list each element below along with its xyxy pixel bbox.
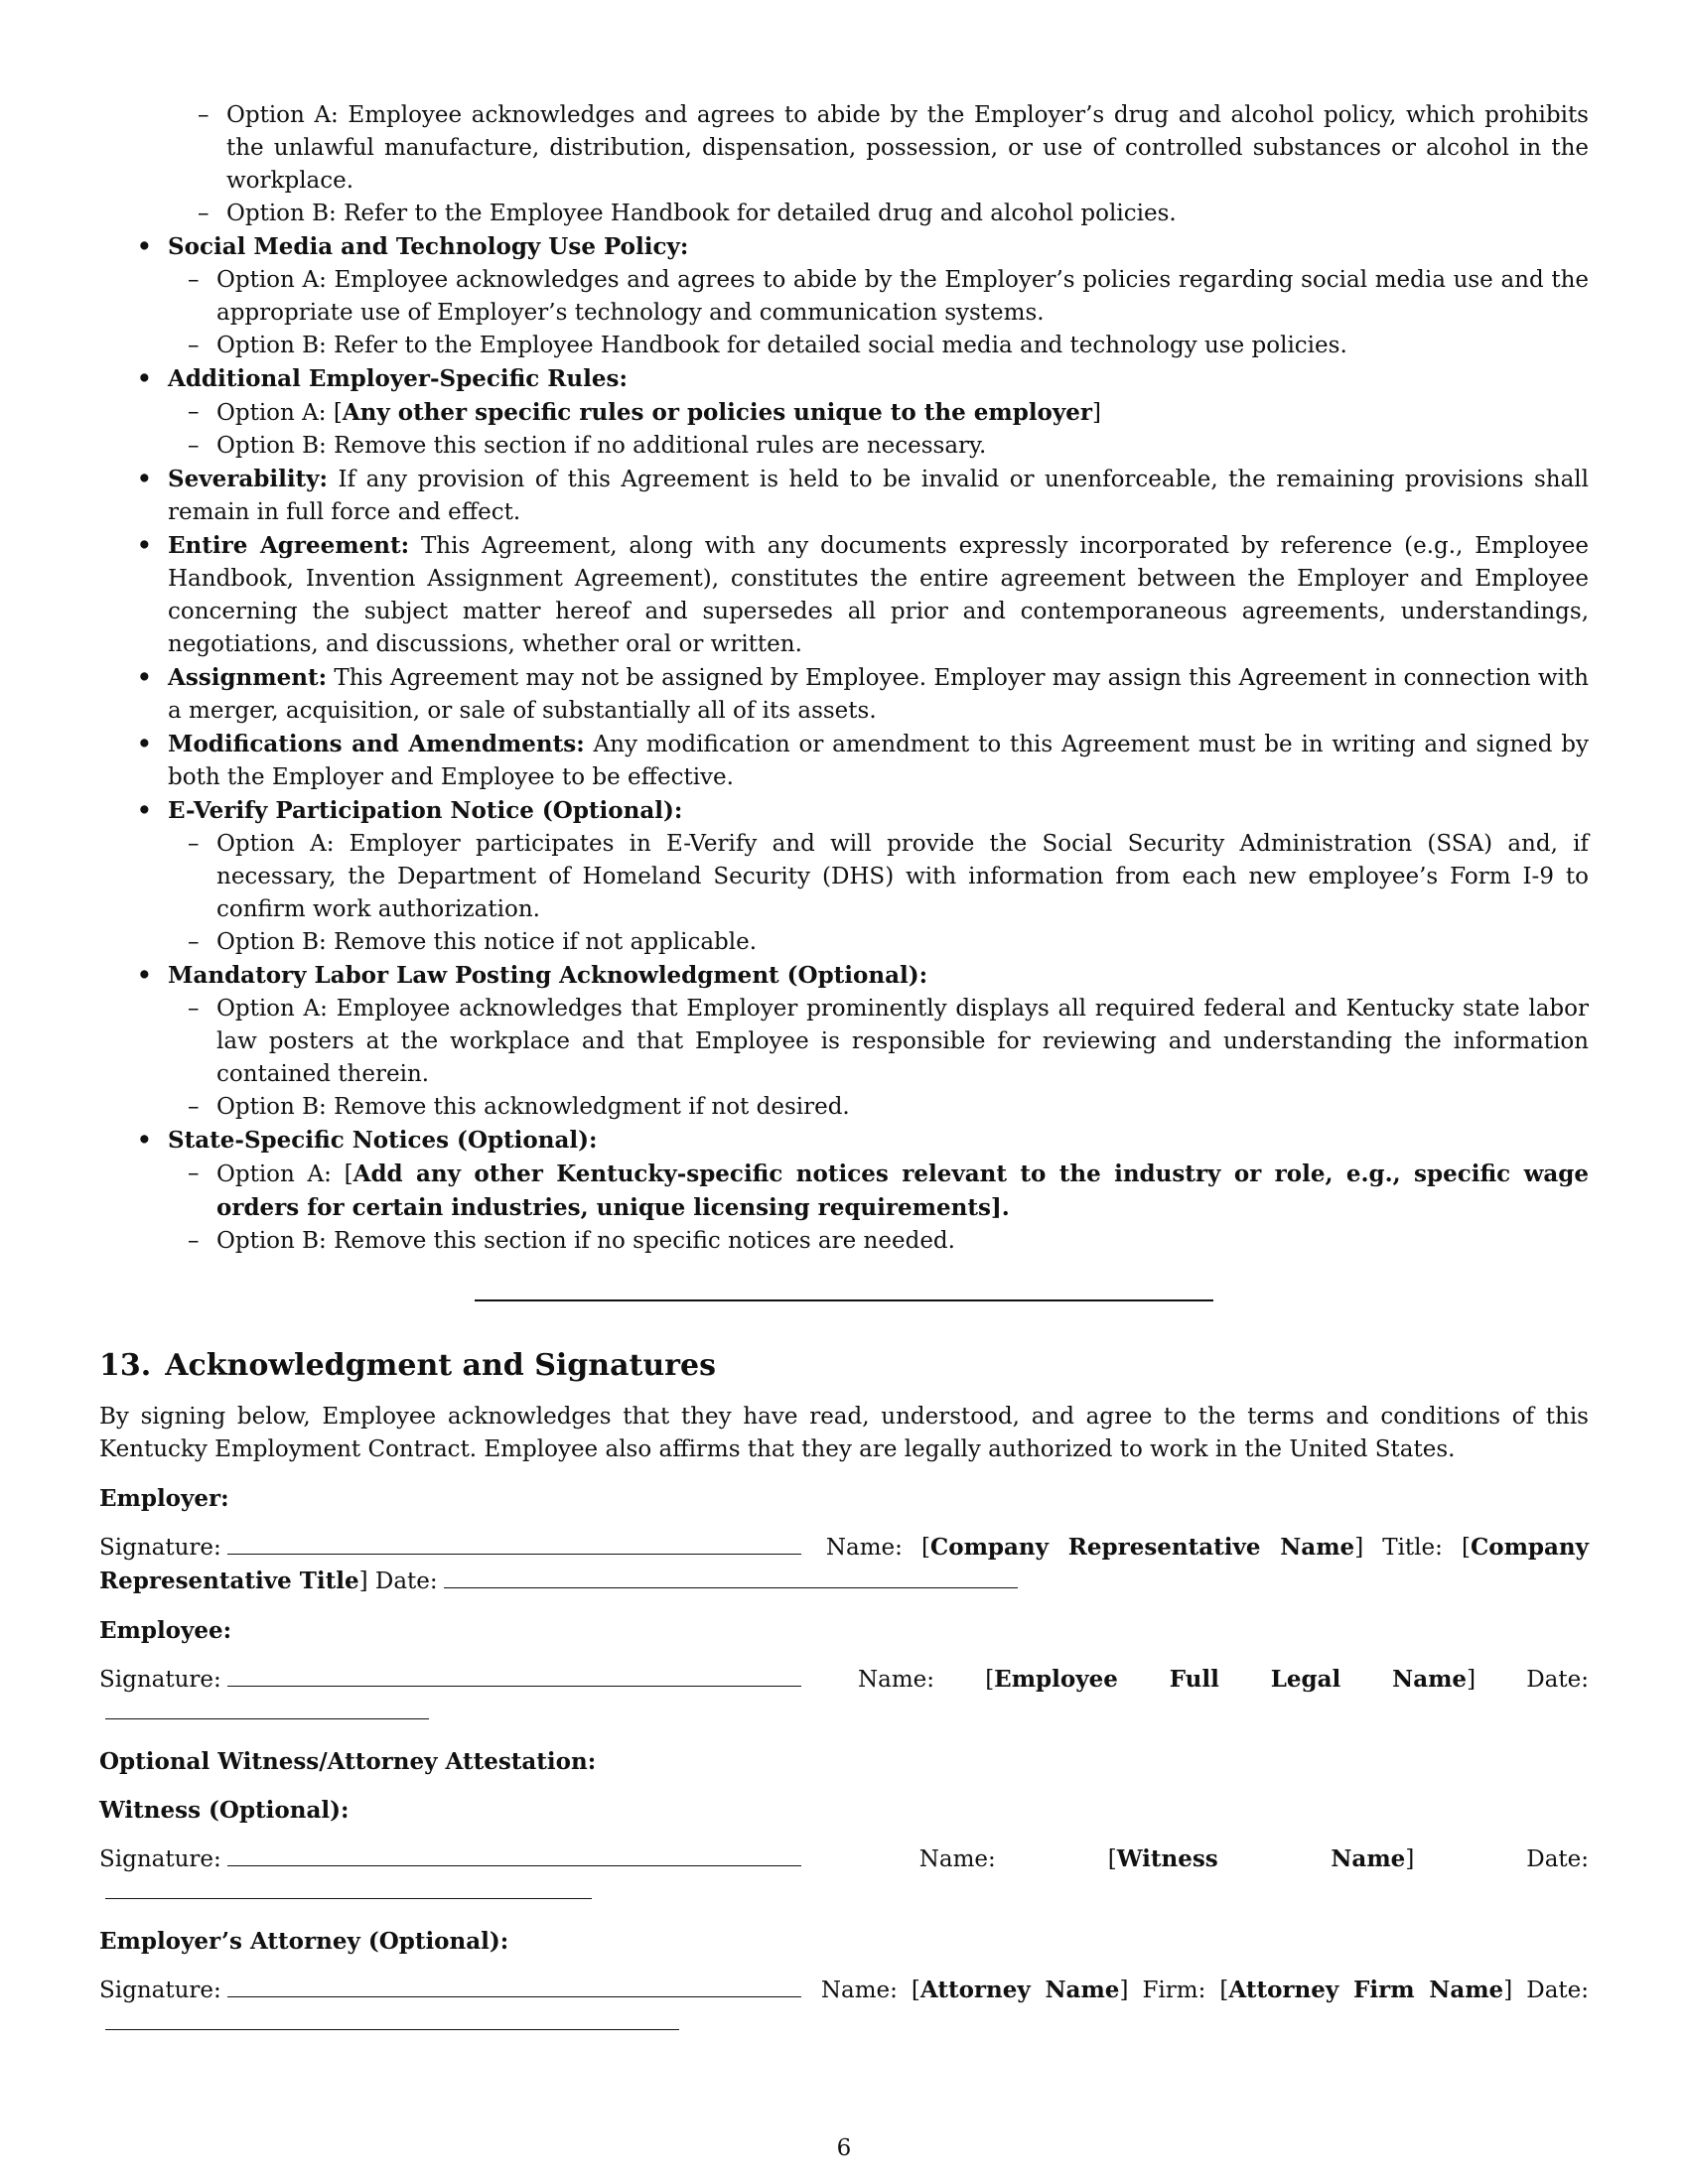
page-number: 6 [836, 2135, 852, 2161]
bullet-icon: • [137, 1127, 152, 1154]
date-field[interactable] [105, 2007, 679, 2030]
firm-placeholder: Attorney Firm Name [1228, 1977, 1504, 2003]
option-text: Option A: Employee acknowledges that Employer prominently displays all required federal and Kentucky state labor law posters at the workplace and that Employee is responsible for reviewing and understanding the information contained therein. [216, 996, 1589, 1087]
item-title: Entire Agreement: [168, 532, 410, 559]
name-label: Name: [ [820, 1978, 920, 2003]
option-b [158, 430, 1589, 463]
placeholder-text: Add any other Kentucky-specific notices relevant to the industry or role, e.g., specific wage orders for certain industries, unique licensing requirements [216, 1160, 1590, 1221]
social-media-options [158, 264, 1589, 362]
document-page [99, 99, 1589, 2040]
option-a [158, 1158, 1589, 1225]
section-divider [475, 1299, 1213, 1301]
dash: – [188, 1094, 200, 1120]
dash: – [188, 929, 200, 955]
option-b [158, 926, 1589, 959]
list-item-state-notices [99, 1124, 1589, 1258]
dash: – [188, 1160, 200, 1186]
list-item-assignment [99, 661, 1589, 728]
signature-field[interactable] [227, 1975, 801, 1997]
firm-close: ] [1503, 1978, 1513, 2003]
bullet-icon: • [137, 365, 152, 392]
dash: – [188, 399, 200, 425]
dash: – [188, 267, 200, 293]
firm-label: ] Firm: [ [1119, 1978, 1229, 2003]
option-suffix: ] [1092, 400, 1101, 426]
labor-posting-options [158, 993, 1589, 1124]
signature-label: Signature: [99, 1846, 221, 1872]
option-text: Option B: Refer to the Employee Handbook for detailed social media and technology use policies. [216, 333, 1347, 358]
item-title: Severability: [168, 466, 329, 492]
date-label: ] Date: [358, 1569, 438, 1594]
option-a [158, 828, 1589, 926]
bullet-icon: • [137, 797, 152, 824]
option-text: Option A: Employer participates in E-Verify and will provide the Social Security Administration (SSA) and, if necessary, the Department of Homeland Security (DHS) with information from each new employee’s Form I-9 to confirm work authorization. [216, 831, 1589, 922]
placeholder-text: Any other specific rules or policies unique to the employer [342, 399, 1093, 426]
date-label: ] Date: [1467, 1667, 1589, 1693]
date-field[interactable] [105, 1876, 592, 1899]
item-text: If any provision of this Agreement is held to be invalid or unenforceable, the remaining provisions shall remain in full force and effect. [168, 467, 1589, 525]
bullet-icon: • [137, 233, 152, 260]
section-heading [99, 1347, 1589, 1385]
signature-label: Signature: [99, 1535, 221, 1561]
option-b [158, 330, 1589, 362]
section-number: 13. [99, 1348, 152, 1383]
item-title: Modifications and Amendments: [168, 731, 585, 757]
option-prefix: Option A: [ [216, 400, 343, 426]
date-field[interactable] [444, 1566, 1018, 1588]
drug-policy-options [168, 99, 1589, 230]
name-placeholder: Attorney Name [919, 1977, 1120, 2003]
drug-policy-option-b [168, 198, 1589, 230]
list-item-labor-posting [99, 959, 1589, 1124]
drug-policy-option-a [168, 99, 1589, 198]
option-text: Option A: Employee acknowledges and agrees to abide by the Employer’s drug and alcohol policy, which prohibits the unlawful manufacture, distribution, dispensation, possession, or use of controlled substances or alcohol in the workplace. [226, 102, 1589, 194]
title-label: ] Title: [ [1354, 1535, 1471, 1561]
attorney-label: Employer’s Attorney (Optional): [99, 1928, 509, 1955]
item-title: Assignment: [168, 664, 328, 691]
additional-rules-options [158, 396, 1589, 463]
name-placeholder: Employee Full Legal Name [994, 1666, 1468, 1693]
option-prefix: Option A: [ [216, 1161, 353, 1187]
date-field[interactable] [105, 1697, 429, 1719]
option-text: Option B: Remove this acknowledgment if not desired. [216, 1094, 850, 1120]
dash: – [188, 433, 200, 459]
item-text: Any modification or amendment to this Agreement must be in writing and signed by both the Employer and Employee to be effective. [168, 732, 1590, 790]
dash: – [188, 996, 200, 1022]
bullet-icon: • [137, 664, 152, 691]
signature-field[interactable] [227, 1664, 801, 1687]
attorney-signature-block [99, 1974, 1589, 2040]
item-text: This Agreement may not be assigned by Employee. Employer may assign this Agreement in connection with a merger, acquisition, or sale of substantially all of its assets. [168, 665, 1589, 724]
item-title: Social Media and Technology Use Policy: [168, 233, 689, 260]
option-a [158, 396, 1589, 430]
dash: – [198, 201, 210, 226]
provisions-list [99, 230, 1589, 1258]
list-item-entire-agreement [99, 529, 1589, 661]
witness-label: Witness (Optional): [99, 1797, 350, 1824]
bullet-icon: • [137, 962, 152, 989]
title-placeholder: Company Representative Title [99, 1534, 1589, 1594]
option-b [158, 1091, 1589, 1124]
name-placeholder: Company Representative Name [929, 1534, 1355, 1561]
option-a [158, 264, 1589, 330]
date-label: Date: [1526, 1978, 1590, 2003]
state-notices-options [158, 1158, 1589, 1258]
name-placeholder: Witness Name [1116, 1845, 1406, 1872]
item-title: Mandatory Labor Law Posting Acknowledgment (Optional): [168, 962, 928, 989]
employee-label: Employee: [99, 1617, 232, 1644]
witness-signature-block [99, 1843, 1589, 1909]
list-item-social-media [99, 230, 1589, 362]
everify-options [158, 828, 1589, 959]
bullet-icon: • [137, 466, 152, 492]
option-text: Option B: Remove this section if no specific notices are needed. [216, 1228, 955, 1254]
option-text: Option B: Refer to the Employee Handbook for detailed drug and alcohol policies. [226, 201, 1177, 226]
list-item-modifications [99, 728, 1589, 794]
dash: – [198, 102, 210, 128]
date-label: ] Date: [1405, 1846, 1590, 1872]
option-text: Option A: Employee acknowledges and agrees to abide by the Employer’s policies regarding social media use and the appropriate use of Employer’s technology and communication systems. [216, 267, 1589, 326]
signature-field[interactable] [227, 1843, 801, 1866]
list-item-additional-rules [99, 362, 1589, 463]
option-text: Option B: Remove this section if no additional rules are necessary. [216, 433, 987, 459]
item-text: This Agreement, along with any documents expressly incorporated by reference (e.g., Employee Handbook, Invention Assignment Agreement), constitutes the entire agreement between the Employer and Employee concerning the subject matter hereof and supersedes all prior and contemporaneous agreements, understandings, negotiations, and discussions, whether oral or written. [168, 533, 1589, 657]
item-title: E-Verify Participation Notice (Optional): [168, 797, 683, 824]
option-text: Option B: Remove this notice if not applicable. [216, 929, 758, 955]
dash: – [188, 1228, 200, 1254]
name-label: Name: [ [825, 1535, 930, 1561]
list-item-everify [99, 794, 1589, 959]
employer-label: Employer: [99, 1485, 229, 1512]
employee-signature-block [99, 1663, 1589, 1729]
optional-attestation-label: Optional Witness/Attorney Attestation: [99, 1748, 597, 1775]
signature-label: Signature: [99, 1978, 221, 2003]
dash: – [188, 333, 200, 358]
bullet-icon: • [137, 731, 152, 757]
option-a [158, 993, 1589, 1091]
signature-label: Signature: [99, 1667, 221, 1693]
section-title: Acknowledgment and Signatures [165, 1348, 716, 1383]
option-suffix: ]. [990, 1194, 1010, 1221]
dash: – [188, 831, 200, 857]
item-title: State-Specific Notices (Optional): [168, 1127, 598, 1154]
bullet-icon: • [137, 532, 152, 559]
item-title: Additional Employer-Specific Rules: [168, 365, 628, 392]
employer-signature-block [99, 1531, 1589, 1598]
name-label: Name: [ [857, 1667, 995, 1693]
list-item-severability [99, 463, 1589, 529]
option-b [158, 1225, 1589, 1258]
signature-field[interactable] [227, 1532, 801, 1555]
name-label: Name: [ [918, 1846, 1117, 1872]
section-intro: By signing below, Employee acknowledges that they have read, understood, and agree to the terms and conditions of this Kentucky Employment Contract. Employee also affirms that they are legally authorized to work in the United States. [99, 1404, 1589, 1462]
